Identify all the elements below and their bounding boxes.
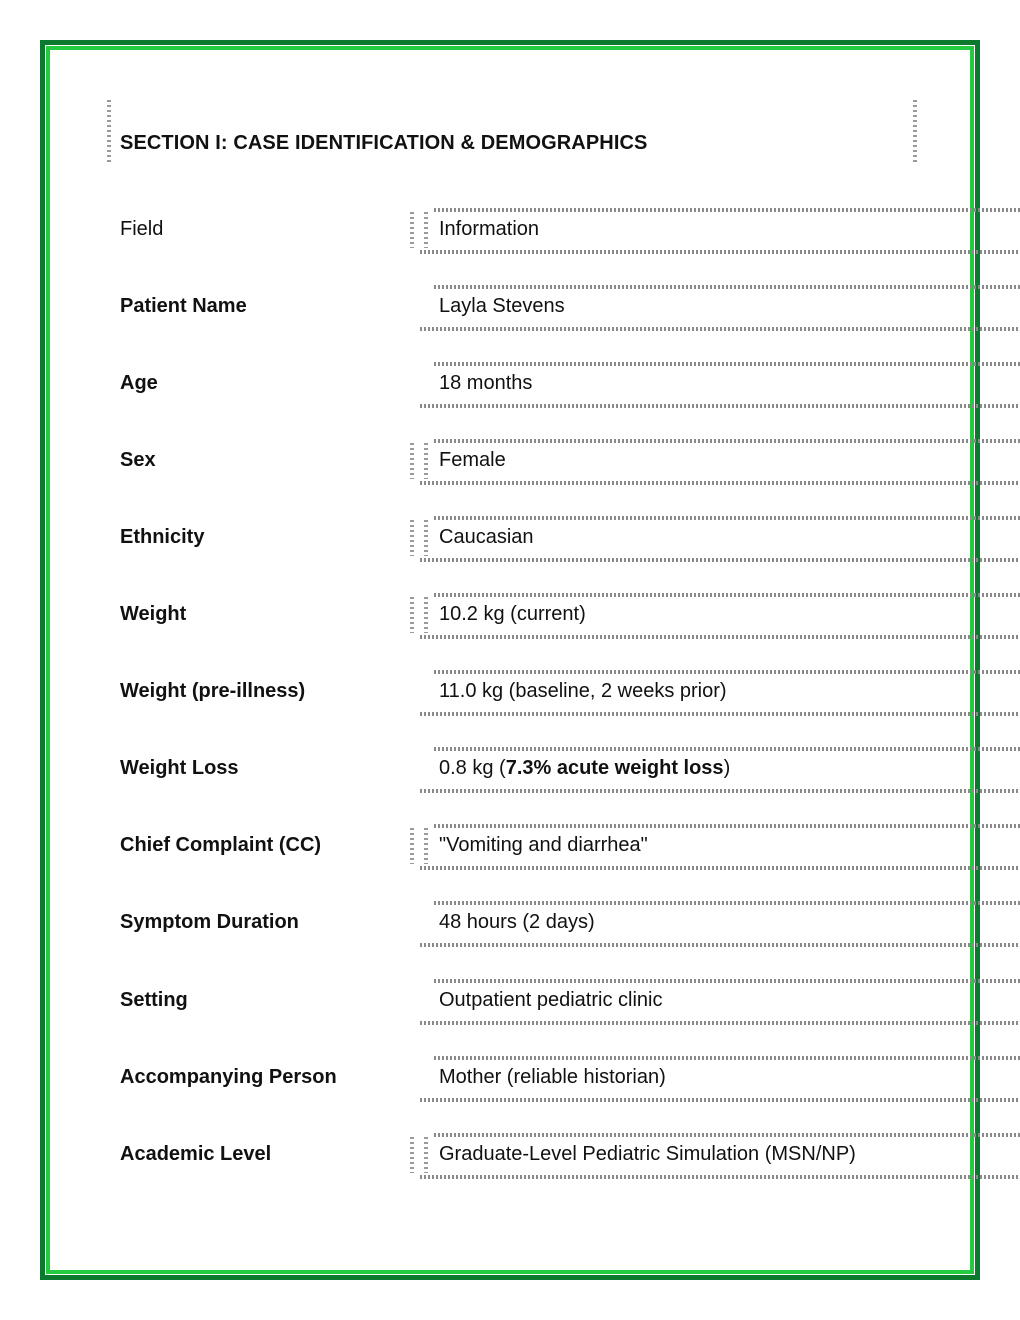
row-field: Weight — [120, 603, 187, 625]
row-value-cell — [408, 516, 1020, 562]
title-left-marker — [107, 100, 111, 162]
row-value: 48 hours (2 days) — [439, 911, 595, 933]
table-header-row — [0, 208, 1020, 285]
table-row — [0, 670, 1020, 747]
row-value-cell — [408, 979, 1020, 1025]
row-field: Weight (pre-illness) — [120, 680, 306, 702]
table-row — [0, 593, 1020, 670]
weight-loss-percent: 7.3% acute weight loss — [505, 757, 724, 779]
table-row — [0, 747, 1020, 824]
table-row — [0, 1056, 1020, 1133]
row-field: Weight Loss — [120, 757, 239, 779]
row-value: Outpatient pediatric clinic — [439, 989, 663, 1011]
row-value: 11.0 kg (baseline, 2 weeks prior) — [439, 680, 727, 702]
row-value — [439, 757, 730, 780]
row-value-cell — [408, 362, 1020, 408]
table-row — [0, 824, 1020, 901]
table-row — [0, 901, 1020, 978]
row-value: 10.2 kg (current) — [439, 603, 586, 625]
weight-loss-suffix: ) — [723, 757, 731, 779]
row-value: "Vomiting and diarrhea" — [439, 834, 648, 856]
row-value-cell — [408, 1133, 1020, 1179]
row-value-cell — [408, 439, 1020, 485]
row-field: Setting — [120, 989, 188, 1011]
row-field: Symptom Duration — [120, 911, 299, 933]
row-field: Patient Name — [120, 295, 247, 317]
row-field: Academic Level — [120, 1143, 272, 1165]
row-value: Female — [439, 449, 506, 471]
header-value: Information — [439, 218, 540, 240]
row-value: Graduate-Level Pediatric Simulation (MSN/NP) — [439, 1143, 856, 1165]
row-value-cell — [408, 901, 1020, 947]
table-row — [0, 516, 1020, 593]
row-field: Accompanying Person — [120, 1066, 337, 1088]
row-value-cell — [408, 670, 1020, 716]
title-right-marker — [913, 100, 917, 162]
table-row — [0, 439, 1020, 516]
row-field: Sex — [120, 449, 156, 471]
row-field: Chief Complaint (CC) — [120, 834, 322, 856]
header-value-cell — [408, 208, 1020, 254]
section-title: SECTION I: CASE IDENTIFICATION & DEMOGRAPHICS — [120, 132, 648, 154]
row-field: Age — [120, 372, 158, 394]
row-value-cell — [408, 824, 1020, 870]
row-value: Layla Stevens — [439, 295, 565, 317]
row-value: 18 months — [439, 372, 533, 394]
weight-loss-prefix: 0.8 kg ( — [439, 757, 506, 779]
row-value: Mother (reliable historian) — [439, 1066, 666, 1088]
row-value-cell — [408, 747, 1020, 793]
table-row — [0, 1133, 1020, 1210]
row-value-cell — [408, 593, 1020, 639]
table-row — [0, 979, 1020, 1056]
row-value-cell — [408, 285, 1020, 331]
table-row — [0, 285, 1020, 362]
row-value: Caucasian — [439, 526, 534, 548]
header-field: Field — [120, 218, 164, 240]
row-field: Ethnicity — [120, 526, 205, 548]
row-value-cell — [408, 1056, 1020, 1102]
table-row — [0, 362, 1020, 439]
